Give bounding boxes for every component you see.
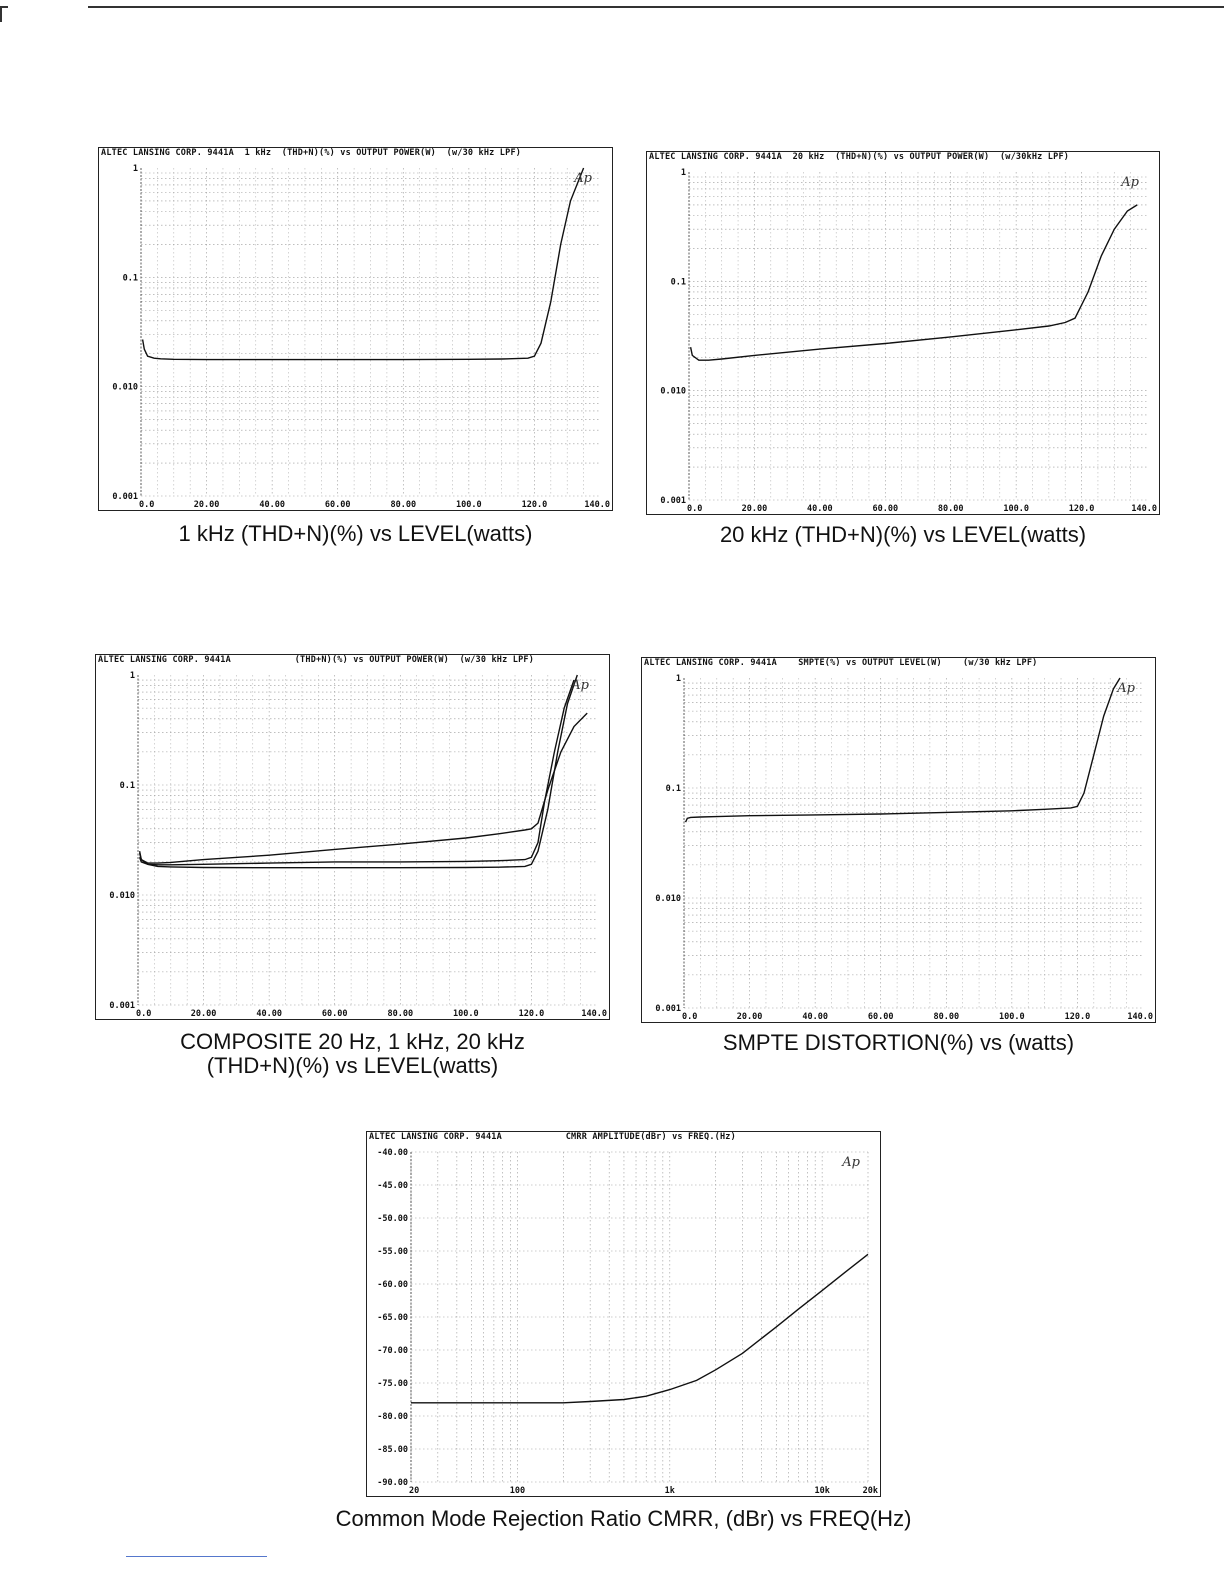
x-tick-label: 40.00 bbox=[256, 1009, 282, 1019]
data-series-1 bbox=[411, 1254, 868, 1403]
plot-area bbox=[367, 1132, 880, 1496]
y-tick-label: 0.010 bbox=[112, 382, 138, 393]
x-tick-label: 20.00 bbox=[741, 504, 768, 514]
y-tick-label: 0.1 bbox=[122, 273, 138, 284]
chart-1khz-thd bbox=[98, 147, 613, 511]
chart-title: ALTEC LANSING CORP. 9441A (THD+N)(%) vs OUTPUT POWER(W) (w/30 kHz LPF) bbox=[98, 655, 535, 665]
x-tick-label: 80.00 bbox=[933, 1012, 960, 1022]
x-tick-label: 40.00 bbox=[807, 504, 833, 514]
data-series-1 bbox=[143, 168, 584, 360]
chart-title: ALTEC LANSING CORP. 9441A 20 kHz (THD+N)(%) vs OUTPUT POWER(W) (w/30kHz LPF) bbox=[649, 152, 1070, 162]
x-tick-label: 120.0 bbox=[1068, 504, 1095, 514]
y-tick-label: 0.1 bbox=[665, 784, 681, 794]
y-tick-label: -85.00 bbox=[377, 1445, 408, 1455]
chart-title: ALTEC LANSING CORP. 9441A 1 kHz (THD+N)(%) vs OUTPUT POWER(W) (w/30 kHz LPF) bbox=[101, 148, 522, 158]
data-series-2 bbox=[140, 713, 588, 863]
x-tick-label: 20.00 bbox=[736, 1012, 763, 1022]
x-tick-label: 40.00 bbox=[802, 1012, 828, 1022]
y-tick-label: 0.001 bbox=[109, 1001, 135, 1011]
y-tick-label: -75.00 bbox=[377, 1379, 408, 1389]
x-tick-label: 120.0 bbox=[518, 1009, 545, 1019]
y-tick-label: -50.00 bbox=[377, 1214, 408, 1224]
ap-logo: Ap bbox=[842, 1155, 860, 1170]
caption-20khz-thd: 20 kHz (THD+N)(%) vs LEVEL(watts) bbox=[719, 522, 1087, 547]
ap-logo: Ap bbox=[1117, 681, 1135, 696]
caption-composite-thd: COMPOSITE 20 Hz, 1 kHz, 20 kHz (THD+N)(%) vs LEVEL(watts) bbox=[180, 1029, 525, 1078]
ap-logo: Ap bbox=[1121, 175, 1139, 190]
grid bbox=[138, 675, 597, 1005]
x-tick-label: 100.0 bbox=[456, 500, 482, 510]
y-tick-label: 0.001 bbox=[655, 1004, 681, 1014]
top-rule bbox=[88, 6, 1224, 8]
chart-20khz-thd bbox=[646, 151, 1160, 515]
x-tick-label: 0.0 bbox=[139, 500, 155, 510]
x-tick-label: 0.0 bbox=[136, 1009, 152, 1019]
x-tick-label: 120.0 bbox=[1064, 1012, 1091, 1022]
caption-cmrr: Common Mode Rejection Ratio CMRR, (dBr) vs FREQ(Hz) bbox=[335, 1506, 912, 1531]
x-tick-label: 140.0 bbox=[1127, 1012, 1153, 1022]
data-series-3 bbox=[140, 680, 574, 865]
x-tick-label: 80.00 bbox=[387, 1009, 414, 1019]
x-tick-label: 100.0 bbox=[999, 1012, 1025, 1022]
chart-composite-thd bbox=[95, 654, 610, 1020]
ap-logo: Ap bbox=[571, 678, 589, 693]
x-tick-label: 0.0 bbox=[687, 504, 703, 514]
data-series-1 bbox=[691, 205, 1138, 360]
grid bbox=[141, 168, 600, 496]
x-tick-label: 140.0 bbox=[1131, 504, 1157, 514]
data-series-1 bbox=[686, 678, 1120, 822]
chart-title: ALTEC LANSING CORP. 9441A CMRR AMPLITUDE(dBr) vs FREQ.(Hz) bbox=[369, 1132, 736, 1142]
chart-cmrr bbox=[366, 1131, 881, 1497]
x-tick-label: 140.0 bbox=[581, 1009, 607, 1019]
plot-area bbox=[96, 655, 609, 1019]
y-tick-label: 0.010 bbox=[655, 894, 681, 904]
y-tick-label: -40.00 bbox=[377, 1148, 408, 1158]
y-tick-label: 1 bbox=[675, 674, 681, 684]
y-tick-label: -45.00 bbox=[377, 1181, 408, 1191]
y-tick-label: 0.1 bbox=[119, 781, 135, 791]
grid bbox=[684, 678, 1143, 1008]
y-tick-label: -80.00 bbox=[377, 1412, 408, 1422]
x-tick-label: 10k bbox=[814, 1486, 830, 1496]
x-tick-label: 20.00 bbox=[190, 1009, 217, 1019]
x-tick-label: 100.0 bbox=[1003, 504, 1029, 514]
y-tick-label: -60.00 bbox=[377, 1280, 408, 1290]
plot-area bbox=[642, 658, 1155, 1022]
x-tick-label: 140.0 bbox=[584, 500, 610, 510]
y-tick-label: 0.010 bbox=[109, 891, 135, 901]
x-tick-label: 0.0 bbox=[682, 1012, 698, 1022]
plot-area bbox=[647, 152, 1159, 514]
x-tick-label: 60.00 bbox=[867, 1012, 894, 1022]
x-tick-label: 20.00 bbox=[193, 500, 220, 510]
y-tick-label: -90.00 bbox=[377, 1478, 408, 1488]
x-tick-label: 20k bbox=[862, 1486, 878, 1496]
chart-smpte-distortion bbox=[641, 657, 1156, 1023]
y-tick-label: 1 bbox=[129, 671, 135, 681]
grid bbox=[411, 1152, 868, 1482]
x-tick-label: 100 bbox=[509, 1486, 526, 1496]
y-tick-label: 1 bbox=[680, 168, 686, 178]
grid bbox=[689, 172, 1147, 500]
y-tick-label: -65.00 bbox=[377, 1313, 408, 1323]
y-tick-label: 1 bbox=[132, 164, 138, 174]
y-tick-label: -70.00 bbox=[377, 1346, 408, 1356]
y-tick-label: -55.00 bbox=[377, 1247, 408, 1257]
chart-title: ALTEC LANSING CORP. 9441A SMPTE(%) vs OUTPUT LEVEL(W) (w/30 kHz LPF) bbox=[644, 658, 1038, 668]
y-tick-label: 0.001 bbox=[112, 492, 138, 502]
bottom-link-line bbox=[126, 1556, 267, 1557]
y-tick-label: 0.001 bbox=[660, 496, 686, 506]
y-tick-label: 0.1 bbox=[670, 277, 686, 288]
x-tick-label: 60.00 bbox=[872, 504, 899, 514]
x-tick-label: 1k bbox=[664, 1486, 675, 1496]
x-tick-label: 120.0 bbox=[521, 500, 548, 510]
corner-mark bbox=[0, 6, 8, 22]
x-tick-label: 100.0 bbox=[453, 1009, 479, 1019]
data-series-1 bbox=[140, 675, 578, 868]
caption-smpte-distortion: SMPTE DISTORTION(%) vs (watts) bbox=[722, 1030, 1075, 1055]
x-tick-label: 80.00 bbox=[937, 504, 964, 514]
ap-logo: Ap bbox=[574, 171, 592, 186]
x-tick-label: 60.00 bbox=[321, 1009, 348, 1019]
y-tick-label: 0.010 bbox=[660, 386, 686, 397]
caption-1khz-thd: 1 kHz (THD+N)(%) vs LEVEL(watts) bbox=[178, 521, 533, 546]
plot-area bbox=[99, 148, 612, 510]
x-tick-label: 20 bbox=[409, 1486, 420, 1496]
x-tick-label: 60.00 bbox=[324, 500, 351, 510]
x-tick-label: 80.00 bbox=[390, 500, 417, 510]
x-tick-label: 40.00 bbox=[259, 500, 285, 510]
